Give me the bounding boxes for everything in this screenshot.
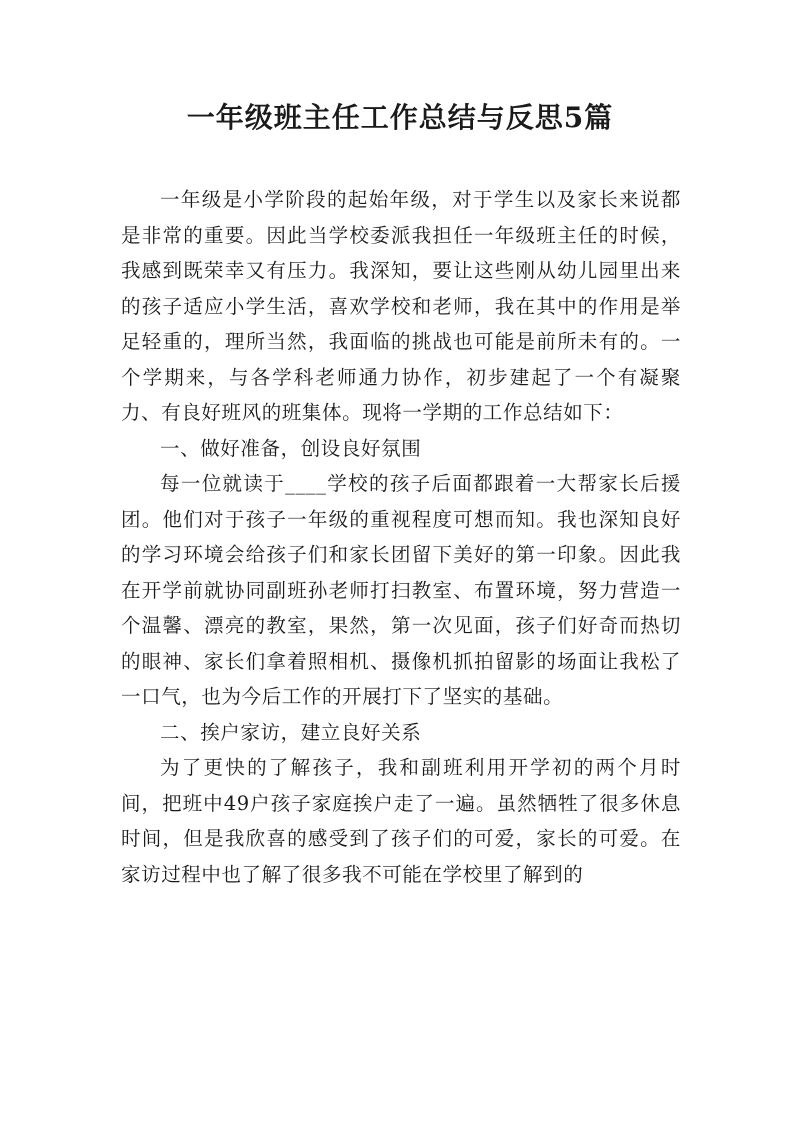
document-title: 一年级班主任工作总结与反思5篇 [186,101,614,134]
paragraph-section-1: 每一位就读于____学校的孩子后面都跟着一大帮家长后援团。他们对于孩子一年级的重视程度可想而知。我也深知良好的学习环境会给孩子们和家长团留下美好的第一印象。因此我在开学前就协同副班孙老师打扫教室、布置环境，努力营造一个温馨、漂亮的教室，果然，第一次见面，孩子们好奇而热切的眼神、家长们拿着照相机、摄像机抓拍留影的场面让我松了一口气，也为今后工作的开展打下了坚实的基础。 [121,472,681,708]
paragraph-section-2: 为了更快的了解孩子，我和副班利用开学初的两个月时间，把班中49户孩子家庭挨户走了一遍。虽然牺牲了很多休息时间，但是我欣喜的感受到了孩子们的可爱，家长的可爱。在家访过程中也了解了很多我不可能在学校里了解到的 [121,756,681,886]
section-heading-2: 二、挨户家访，建立良好关系 [160,720,422,744]
section-heading-1: 一、做好准备，创设良好氛围 [160,436,422,460]
paragraph-intro: 一年级是小学阶段的起始年级，对于学生以及家长来说都是非常的重要。因此当学校委派我担任一年级班主任的时候，我感到既荣幸又有压力。我深知，要让这些刚从幼儿园里出来的孩子适应小学生活，喜欢学校和老师，我在其中的作用是举足轻重的，理所当然，我面临的挑战也可能是前所未有的。一个学期来，与各学科老师通力协作，初步建起了一个有凝聚力、有良好班风的班集体。现将一学期的工作总结如下： [121,188,681,424]
document-body [121,182,681,892]
